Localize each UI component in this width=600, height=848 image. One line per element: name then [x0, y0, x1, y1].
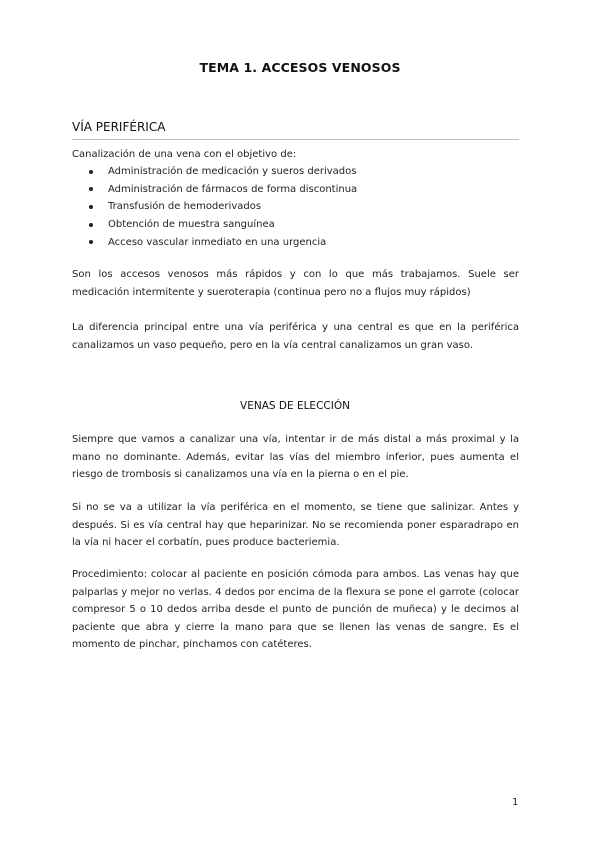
subheading-venas-de-eleccion: VENAS DE ELECCIÓN	[240, 400, 350, 412]
bullet-icon	[89, 240, 93, 244]
paragraph-accesos-rapidos: Son los accesos venosos más rápidos y con lo que más trabajamos. Suele ser medicación intermitente y sueroterapia (continua pero no a flujos muy rápidos)	[72, 269, 519, 298]
list-item: Obtención de muestra sanguínea	[72, 216, 519, 234]
list-item: Administración de medicación y sueros derivados	[72, 163, 519, 181]
bullet-icon	[89, 205, 93, 209]
paragraph-diferencia-principal: La diferencia principal entre una vía periférica y una central es que en la periférica canalizamos un vaso pequeño, pero en la vía central canalizamos un gran vaso.	[72, 322, 519, 351]
list-item: Acceso vascular inmediato en una urgencia	[72, 234, 519, 252]
page-number: 1	[512, 797, 519, 808]
paragraph-salinizar: Si no se va a utilizar la vía periférica en el momento, se tiene que salinizar. Antes y después. Si es vía central hay que heparinizar. No se recomienda poner esparadrapo en la vía ni hacer el corbatín, pues produce bacteriemia.	[72, 502, 519, 548]
section-divider	[72, 139, 519, 140]
bullet-icon	[89, 223, 93, 227]
bullet-icon	[89, 187, 93, 191]
intro-paragraph: Canalización de una vena con el objetivo de:	[72, 149, 297, 160]
list-item: Administración de fármacos de forma discontinua	[72, 181, 519, 199]
paragraph-canalizar: Siempre que vamos a canalizar una vía, intentar ir de más distal a más proximal y la mano no dominante. Además, evitar las vías del miembro inferior, pues aumenta el riesgo de trombosis si canalizamos una vía en la pierna o en el pie.	[72, 434, 519, 480]
paragraph-procedimiento: Procedimiento: colocar al paciente en posición cómoda para ambos. Las venas hay que palparlas y mejor no verlas. 4 dedos por encima de la flexura se pone el garrote (colocar compresor 5 o 10 dedos arriba desde el punto de punción de muñeca) y le decimos al paciente que abra y cierre la mano para que se llenen las venas de sangre. Es el momento de pinchar, pinchamos con catéteres.	[72, 569, 519, 650]
section-heading-via-periferica: VÍA PERIFÉRICA	[72, 120, 166, 134]
bullet-icon	[89, 170, 93, 174]
page-title: TEMA 1. ACCESOS VENOSOS	[199, 60, 401, 75]
list-item: Transfusión de hemoderivados	[72, 198, 519, 216]
objectives-list	[72, 163, 519, 252]
